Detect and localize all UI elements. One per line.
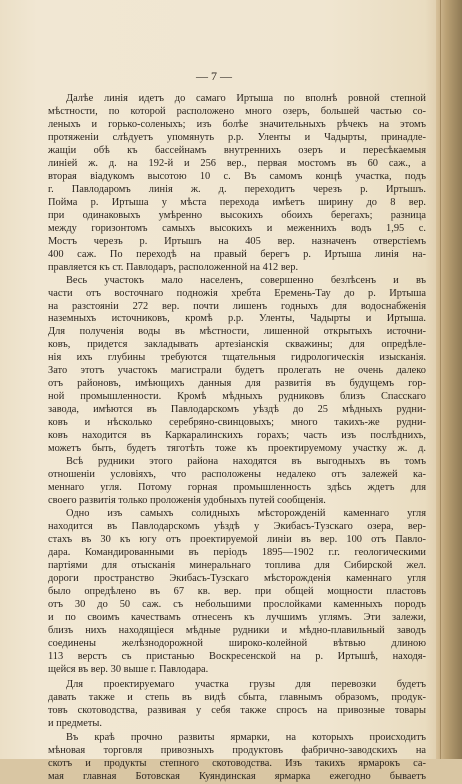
text-line: нія ихъ глубины требуются тщательныя гидрологическія изысканія. — [48, 352, 426, 364]
page-edge — [436, 0, 462, 759]
text-line: соединены желѣзнодорожной широко-колейной вѣтвью длиною — [48, 637, 426, 649]
text-line: Мостъ черезъ р. Иртышъ на 405 вер. назначенъ отверстіемъ — [48, 235, 426, 247]
text-line: Весь участокъ мало населенъ, совершенно безлѣсенъ и въ — [66, 274, 426, 286]
text-line: дара. Командированными въ періодъ 1895—1902 г.г. геологическими — [48, 546, 426, 558]
text-line: ной промышленности. Кромѣ мѣдныхъ рудниковъ близъ Спасскаго — [48, 391, 426, 403]
text-line: Далѣе линія идетъ до самаго Иртыша по вполнѣ ровной степной — [66, 93, 426, 104]
text-line: дороги пространство Экибасъ-Тузскаго мѣсторожденія каменнаго угля — [48, 572, 426, 584]
text-line: своего развитія только проложенія удобныхъ путей сообщенія. — [48, 495, 326, 507]
text-line: ковъ находится въ Каркаралинскихъ горахъ; часть изъ послѣднихъ, — [48, 430, 426, 442]
text-line: Для проектируемаго участка грузы для перевозки будетъ — [66, 678, 426, 690]
text-line: завода, имѣются въ Павлодарскомъ уѣздѣ до 25 мѣдныхъ рудни- — [48, 404, 426, 416]
text-line: линіей ж. д. на 192-й и 256 вер., первая мостомъ въ 60 саж., а — [48, 157, 426, 169]
text-line: между горизонтомъ самыхъ высокихъ и меженнихъ водъ 1,95 с. — [48, 222, 426, 234]
text-line: скотъ и продукты степного скотоводства. Изъ такихъ ярмарокъ са- — [48, 758, 426, 770]
text-line: мѣстности, по которой расположено много озеръ, большей частью со- — [48, 105, 426, 117]
text-line: г. Павлодаромъ линія ж. д. переходитъ черезъ р. Иртышъ. — [48, 183, 426, 195]
text-line: ковъ, придется закладывать артезіанскія скважины; для опредѣле- — [48, 339, 426, 351]
text-line: Одно изъ самыхъ солидныхъ мѣсторожденій каменнаго угля — [66, 508, 426, 519]
text-line: Зато этотъ участокъ магистрали будетъ пролегать не очень далеко — [48, 365, 426, 377]
page-number: — 7 — — [196, 69, 232, 83]
text-line: вторая віадукомъ высотою 10 с. Въ самомъ концѣ участка, подъ — [48, 170, 426, 182]
paragraph — [48, 679, 426, 731]
text-line: Всѣ рудники этого района находятся въ выгодныхъ въ томъ — [66, 456, 426, 468]
text-line: 400 саж. По переходѣ на правый берегъ р. Иртыша линія на- — [48, 248, 426, 260]
text-line: Пойма р. Иртыша у мѣста перехода имѣетъ ширину до 8 вер. — [48, 196, 426, 208]
text-line: Для полученія воды въ мѣстности, лишенной открытыхъ источни- — [48, 326, 426, 338]
text-line: протяженіи слѣдуетъ упомянуть р.р. Уленты и Чадырты, принадле- — [48, 131, 426, 143]
text-line: на разстояніи 272 вер. почти лишенъ годныхъ для водоснабженія — [48, 300, 426, 312]
text-line: ковъ и нѣсколько серебряно-свинцовыхъ; много такихъ-же рудни- — [48, 417, 426, 429]
text-line: наземныхъ источниковъ, кромѣ р.р. Уленты, Чадырты и Иртыша. — [48, 313, 426, 325]
body-text — [48, 93, 426, 784]
text-line: близъ нихъ находящіеся мѣдные рудники и мѣдно-плавильный заводъ — [48, 624, 426, 636]
paragraph — [48, 275, 426, 508]
text-line: отношеніи условіяхъ, что расположены недалеко отъ залежей ка- — [48, 469, 426, 481]
text-line: правляется къ ст. Павлодаръ, расположенной на 412 вер. — [48, 261, 299, 273]
text-line: стахъ въ 30 къ югу отъ проектируемой линіи въ вер. 100 отъ Павло- — [48, 533, 426, 545]
paragraph — [48, 732, 426, 784]
text-line: части отъ восточнаго подножія хребта Еремень-Тау до р. Иртыша — [48, 287, 426, 299]
text-line: давать также и степь въ видѣ сбыта, главнымъ образомъ, продук- — [48, 691, 426, 703]
text-line: меннаго угля. Потому горная промышленность здѣсь ждетъ для — [48, 482, 426, 494]
text-line: Въ краѣ прочно развиты ярмарки, на которыхъ происходитъ — [66, 732, 426, 744]
text-line: щейся въ вер. 30 выше г. Павлодара. — [48, 663, 209, 675]
text-line: мая главная Ботовская Куяндинская ярмарка ежегодно бываетъ — [48, 771, 426, 783]
text-line: и по своимъ качествамъ отнесенъ къ лучшимъ углямъ. Эти залежи, — [48, 611, 426, 623]
text-line: отъ 30 до 50 саж. съ небольшими прослойками каменныхъ породъ — [48, 598, 426, 610]
text-line: отъ районовъ, имѣющихъ данныя для развитія въ будущемъ гор- — [48, 378, 426, 390]
text-line: находится въ Павлодарскомъ уѣздѣ у Экибасъ-Тузскаго озера, вер- — [48, 520, 426, 532]
paragraph — [48, 508, 426, 677]
text-line: и предметы. — [48, 717, 102, 729]
text-line: партіями для отысканія минеральнаго топлива для Сибирской жел. — [48, 559, 426, 571]
text-line: 113 верстъ съ пристанью Воскресенской на р. Иртышѣ, находя- — [48, 650, 426, 662]
text-line: мѣновая торговля привозныхъ продуктовъ фабрично-заводскихъ на — [48, 745, 426, 757]
text-line: леныхъ и горько-соленыхъ; изъ болѣе значительныхъ рѣчекъ на этомъ — [48, 118, 426, 130]
text-line: жащіи обѣ къ бассейнамъ внутреннихъ озеръ и пересѣкаемыя — [48, 144, 426, 156]
text-line: при одинаковыхъ умѣренно высокихъ обоихъ берегахъ; разница — [48, 209, 426, 221]
text-line: было опредѣлено въ 67 кв. вер. при общей мощности пластовъ — [48, 585, 426, 597]
paragraph — [48, 93, 426, 275]
text-line: товъ скотоводства, развивая у себя также спросъ на привозные товары — [48, 704, 426, 716]
text-line: можетъ быть, будетъ тяготѣть тоже къ проектируемому участку ж. д. — [48, 443, 426, 455]
